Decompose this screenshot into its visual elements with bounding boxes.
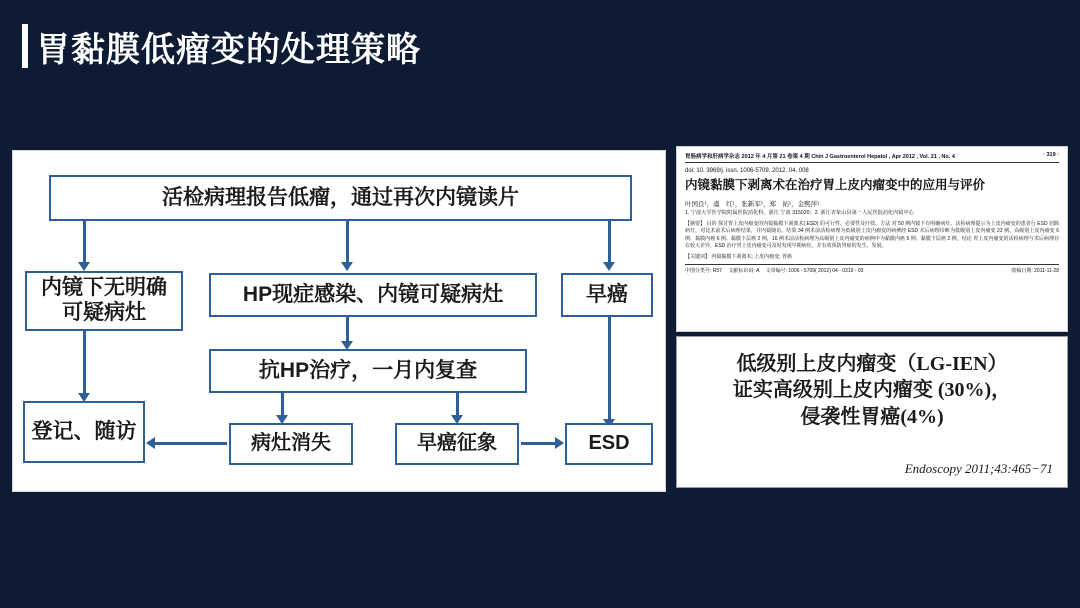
flow-node-esd[interactable]: ESD (565, 423, 653, 465)
arrow-head-resolved-to-register (146, 437, 155, 449)
arrow-root-to-hp (346, 221, 349, 264)
arrow-root-to-early (608, 221, 611, 264)
flow-node-no-lesion[interactable]: 内镜下无明确可疑病灶 (25, 271, 183, 331)
article-footer (685, 264, 1059, 274)
flow-node-lesion-resolved[interactable]: 病灶消失 (229, 423, 353, 465)
article-doi: doi: 10. 3969/j. issn. 1006-5709. 2012. 04. 008 (685, 168, 809, 174)
flow-node-register-followup[interactable]: 登记、随访 (23, 401, 145, 463)
article-affiliation: 1. 宁波大学医学院附属医院消化科，浙江 宁波 315020；2. 浙江省象山县第一人民医院消化内镜中心 (685, 209, 914, 216)
article-keywords: 【关键词】 内镜黏膜下剥离术; 上皮内瘤变; 胃癌 (685, 253, 792, 260)
flow-node-root[interactable]: 活检病理报告低瘤，通过再次内镜读片 (49, 175, 632, 221)
arrow-head-signs-to-esd (555, 437, 564, 449)
article-authors: 叶国良¹，虞 红¹，张新军¹，郑 拓¹，金熙萍¹ (685, 200, 820, 208)
flow-node-hp-infection[interactable]: HP现症感染、内镜可疑病灶 (209, 273, 537, 317)
journal-article-clipping (676, 146, 1068, 332)
conclusion-line-2: 证实高级别上皮内瘤变 (30%)， (732, 379, 1012, 402)
arrow-head-root-to-no-lesion (78, 262, 90, 271)
flow-node-anti-hp-therapy[interactable]: 抗HP治疗，一月内复查 (209, 349, 527, 393)
arrow-anti-hp-to-signs (456, 393, 459, 417)
journal-header (685, 152, 1059, 163)
conclusion-line-1: 低级别上皮内瘤变（LG-IEN） (736, 353, 1008, 375)
article-footer-left: 中图分类号: R57 文献标识码: A 文章编号: 1006 - 5709( 2012) 04 - 0319 - 03 (685, 268, 864, 275)
arrow-head-root-to-early (603, 262, 615, 271)
arrow-signs-to-esd (521, 442, 557, 445)
title-accent-bar (22, 24, 28, 68)
arrow-resolved-to-register (155, 442, 227, 445)
arrow-anti-hp-to-resolved (281, 393, 284, 417)
arrow-early-to-esd (608, 317, 611, 421)
journal-page-number: · 319 · (1043, 152, 1059, 158)
journal-header-left: 胃肠病学和肝病学杂志 2012 年 4 月第 21 卷第 4 期 Chin J Gastroenterol Hepatol , Apr 2012 , Vol. 21 , No. 4 (685, 154, 955, 160)
article-received-date: 收稿日期: 2011-11-28 (1011, 268, 1059, 275)
arrow-hp-to-anti-hp (346, 317, 349, 343)
conclusion-reference: Endoscopy 2011;43:465−71 (904, 461, 1053, 476)
flow-node-early-cancer-signs[interactable]: 早癌征象 (395, 423, 519, 465)
arrow-root-to-no-lesion (83, 221, 86, 264)
page-title: 胃黏膜低瘤变的处理策略 (36, 31, 421, 69)
article-abstract: 【摘要】 目的 探讨胃上皮内瘤变的内镜黏膜下剥离术( ESD) 的可行性、必要性及疗效。方法 对 50 例内镜下有明确病灶、活检病理提示为上皮内瘤变的患者行 ESD 切除病灶，对比术前术后病理结果，并内镜随访。结果 34 例术前活检病理为低级别上皮内瘤变的病例经 ESD 术后病理诊断为低级别上皮内瘤变 22 例、高级别上皮内瘤变 6 例、黏膜内癌 6 例、黏膜下层癌 2 例，16 例术前活检病理为高级别上皮内瘤变的病例中为黏膜内癌 5 例、黏膜下层癌 2 例。结论 胃上皮内瘤变的活检病理与术后病理存在较大差异，ESD 治疗胃上皮内瘤变可及时发现早期病灶，并有效预防胃癌的发生、发展。 (685, 220, 1059, 250)
arrow-head-root-to-hp (341, 262, 353, 271)
conclusion-box (676, 336, 1068, 488)
conclusion-text-group (687, 351, 1057, 430)
arrow-no-lesion-to-followup (83, 331, 86, 395)
article-title: 内镜黏膜下剥离术在治疗胃上皮内瘤变中的应用与评价 (685, 178, 986, 192)
flowchart-panel (12, 150, 666, 492)
flow-node-early-cancer[interactable]: 早癌 (561, 273, 653, 317)
conclusion-line-3: 侵袭性胃癌(4%) (800, 405, 944, 428)
